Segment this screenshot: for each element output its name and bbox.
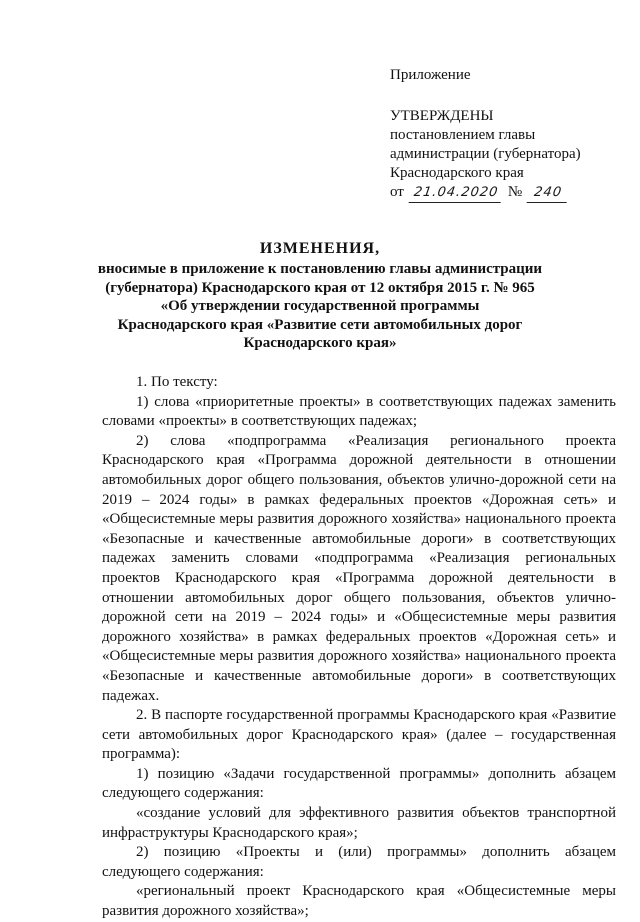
handwritten-number: 240 [527, 183, 570, 203]
approval-line-3: Краснодарского края [390, 165, 524, 181]
paragraph: 1) слова «приоритетные проекты» в соответствующих падежах заменить словами «проекты» в соответствующих падежах; [102, 393, 616, 430]
subtitle-line: вносимые в приложение к постановлению главы администрации [97, 261, 543, 277]
approved-label: УТВЕРЖДЕНЫ [390, 108, 494, 124]
paragraph: 1) позицию «Задачи государственной программы» дополнить абзацем следующего содержания: [102, 765, 616, 802]
document-heading [0, 238, 640, 353]
approval-line-2: администрации (губернатора) [390, 146, 581, 162]
appendix-label: Приложение [390, 67, 471, 83]
approval-date-line [390, 183, 581, 203]
paragraph: «создание условий для эффективного развития объектов транспортной инфраструктуры Краснодарского края»; [102, 805, 616, 841]
paragraph: 2) позицию «Проекты и (или) программы» дополнить абзацем следующего содержания: [102, 844, 616, 880]
subtitle-line: «Об утверждении государственной программы [160, 298, 480, 314]
document-body [102, 373, 616, 922]
handwritten-date: 21.04.2020 [408, 183, 503, 203]
paragraph: 2) слова «подпрограмма «Реализация регионального проекта Краснодарского края «Программа дорожной деятельности в отношении автомобильных дорог общего пользования, объектов улично-дорожной сети на 2019 – 2024 годы» в рамках федеральных проектов «Дорожная сеть» и «Общесистемные меры развития дорожного хозяйства» национального проекта «Безопасные и качественные автомобильные дороги» в соответствующих падежах заменить словами «подпрограмма «Реализация региональных проектов Краснодарского края «Программа дорожной деятельности в отношении автомобильных дорог общего пользования, объектов улично-дорожной сети на 2019 – 2024 годы» и «Общесистемные меры развития дорожного хозяйства» в рамках федеральных проектов «Дорожная сеть» и «Общесистемные меры развития дорожного хозяйства» национального проекта «Безопасные и качественные автомобильные дороги» в соответствующих падежах. [102, 432, 616, 704]
paragraph: 1. По тексту: [136, 374, 218, 390]
paragraph: 2. В паспорте государственной программы Краснодарского края «Развитие сети автомобильных дорог Краснодарского края» (далее – государственная программа): [102, 707, 616, 763]
subtitle-line: Краснодарского края «Развитие сети автомобильных дорог [117, 316, 523, 333]
document-title: ИЗМЕНЕНИЯ, [259, 240, 381, 257]
number-prefix: № [507, 184, 523, 200]
date-prefix: от [390, 184, 404, 200]
paragraph: «региональный проект Краснодарского края «Общесистемные меры развития дорожного хозяйства»; [102, 883, 616, 920]
approval-line-1: постановлением главы [390, 127, 536, 143]
subtitle-line: (губернатора) Краснодарского края от 12 октября 2015 г. № 965 [105, 279, 535, 296]
approval-block [390, 66, 581, 203]
subtitle-line: Краснодарского края» [243, 335, 397, 351]
